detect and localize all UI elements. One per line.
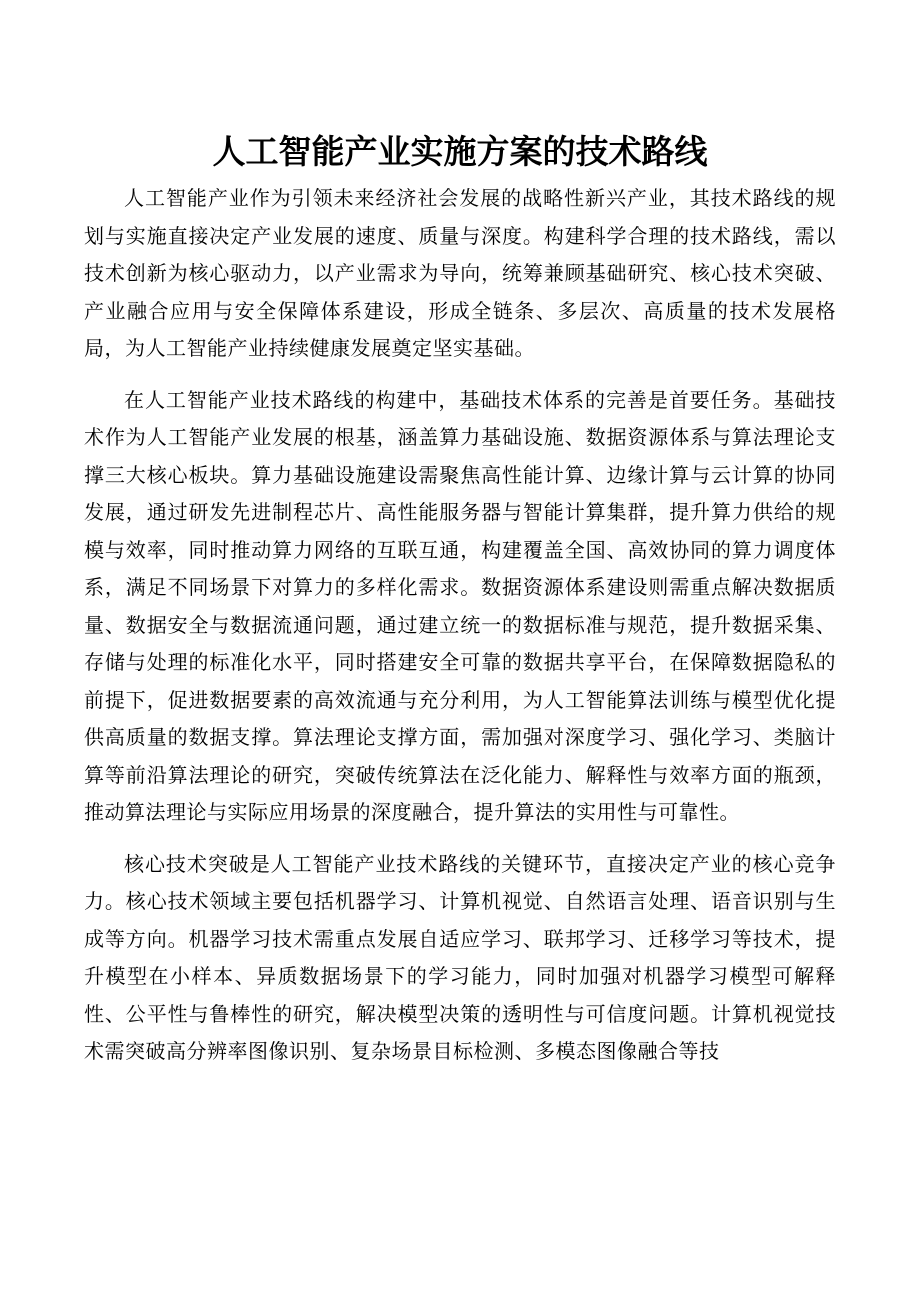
paragraph-foundation-tech: 在人工智能产业技术路线的构建中，基础技术体系的完善是首要任务。基础技术作为人工智能产业发展的根基，涵盖算力基础设施、数据资源体系与算法理论支撑三大核心板块。算力基础设施建设需聚焦高性能计算、边缘计算与云计算的协同发展，通过研发先进制程芯片、高性能服务器与智能计算集群，提升算力供给的规模与效率，同时推动算力网络的互联互通，构建覆盖全国、高效协同的算力调度体系，满足不同场景下对算力的多样化需求。数据资源体系建设则需重点解决数据质量、数据安全与数据流通问题，通过建立统一的数据标准与规范，提升数据采集、存储与处理的标准化水平，同时搭建安全可靠的数据共享平台，在保障数据隐私的前提下，促进数据要素的高效流通与充分利用，为人工智能算法训练与模型优化提供高质量的数据支撑。算法理论支撑方面，需加强对深度学习、强化学习、类脑计算等前沿算法理论的研究，突破传统算法在泛化能力、解释性与效率方面的瓶颈，推动算法理论与实际应用场景的深度融合，提升算法的实用性与可靠性。 (84, 387, 836, 824)
document-body (84, 180, 836, 1085)
document-title: 人工智能产业实施方案的技术路线 (212, 132, 708, 171)
paragraph-core-tech: 核心技术突破是人工智能产业技术路线的关键环节，直接决定产业的核心竞争力。核心技术领域主要包括机器学习、计算机视觉、自然语言处理、语音识别与生成等方向。机器学习技术需重点发展自适应学习、联邦学习、迁移学习等技术，提升模型在小样本、异质数据场景下的学习能力，同时加强对机器学习模型可解释性、公平性与鲁棒性的研究，解决模型决策的透明性与可信度问题。计算机视觉技术需突破高分辨率图像识别、复杂场景目标检测、多模态图像融合等技 (84, 851, 836, 1063)
paragraph-intro: 人工智能产业作为引领未来经济社会发展的战略性新兴产业，其技术路线的规划与实施直接决定产业发展的速度、质量与深度。构建科学合理的技术路线，需以技术创新为核心驱动力，以产业需求为导向，统筹兼顾基础研究、核心技术突破、产业融合应用与安全保障体系建设，形成全链条、多层次、高质量的技术发展格局，为人工智能产业持续健康发展奠定坚实基础。 (84, 186, 836, 360)
